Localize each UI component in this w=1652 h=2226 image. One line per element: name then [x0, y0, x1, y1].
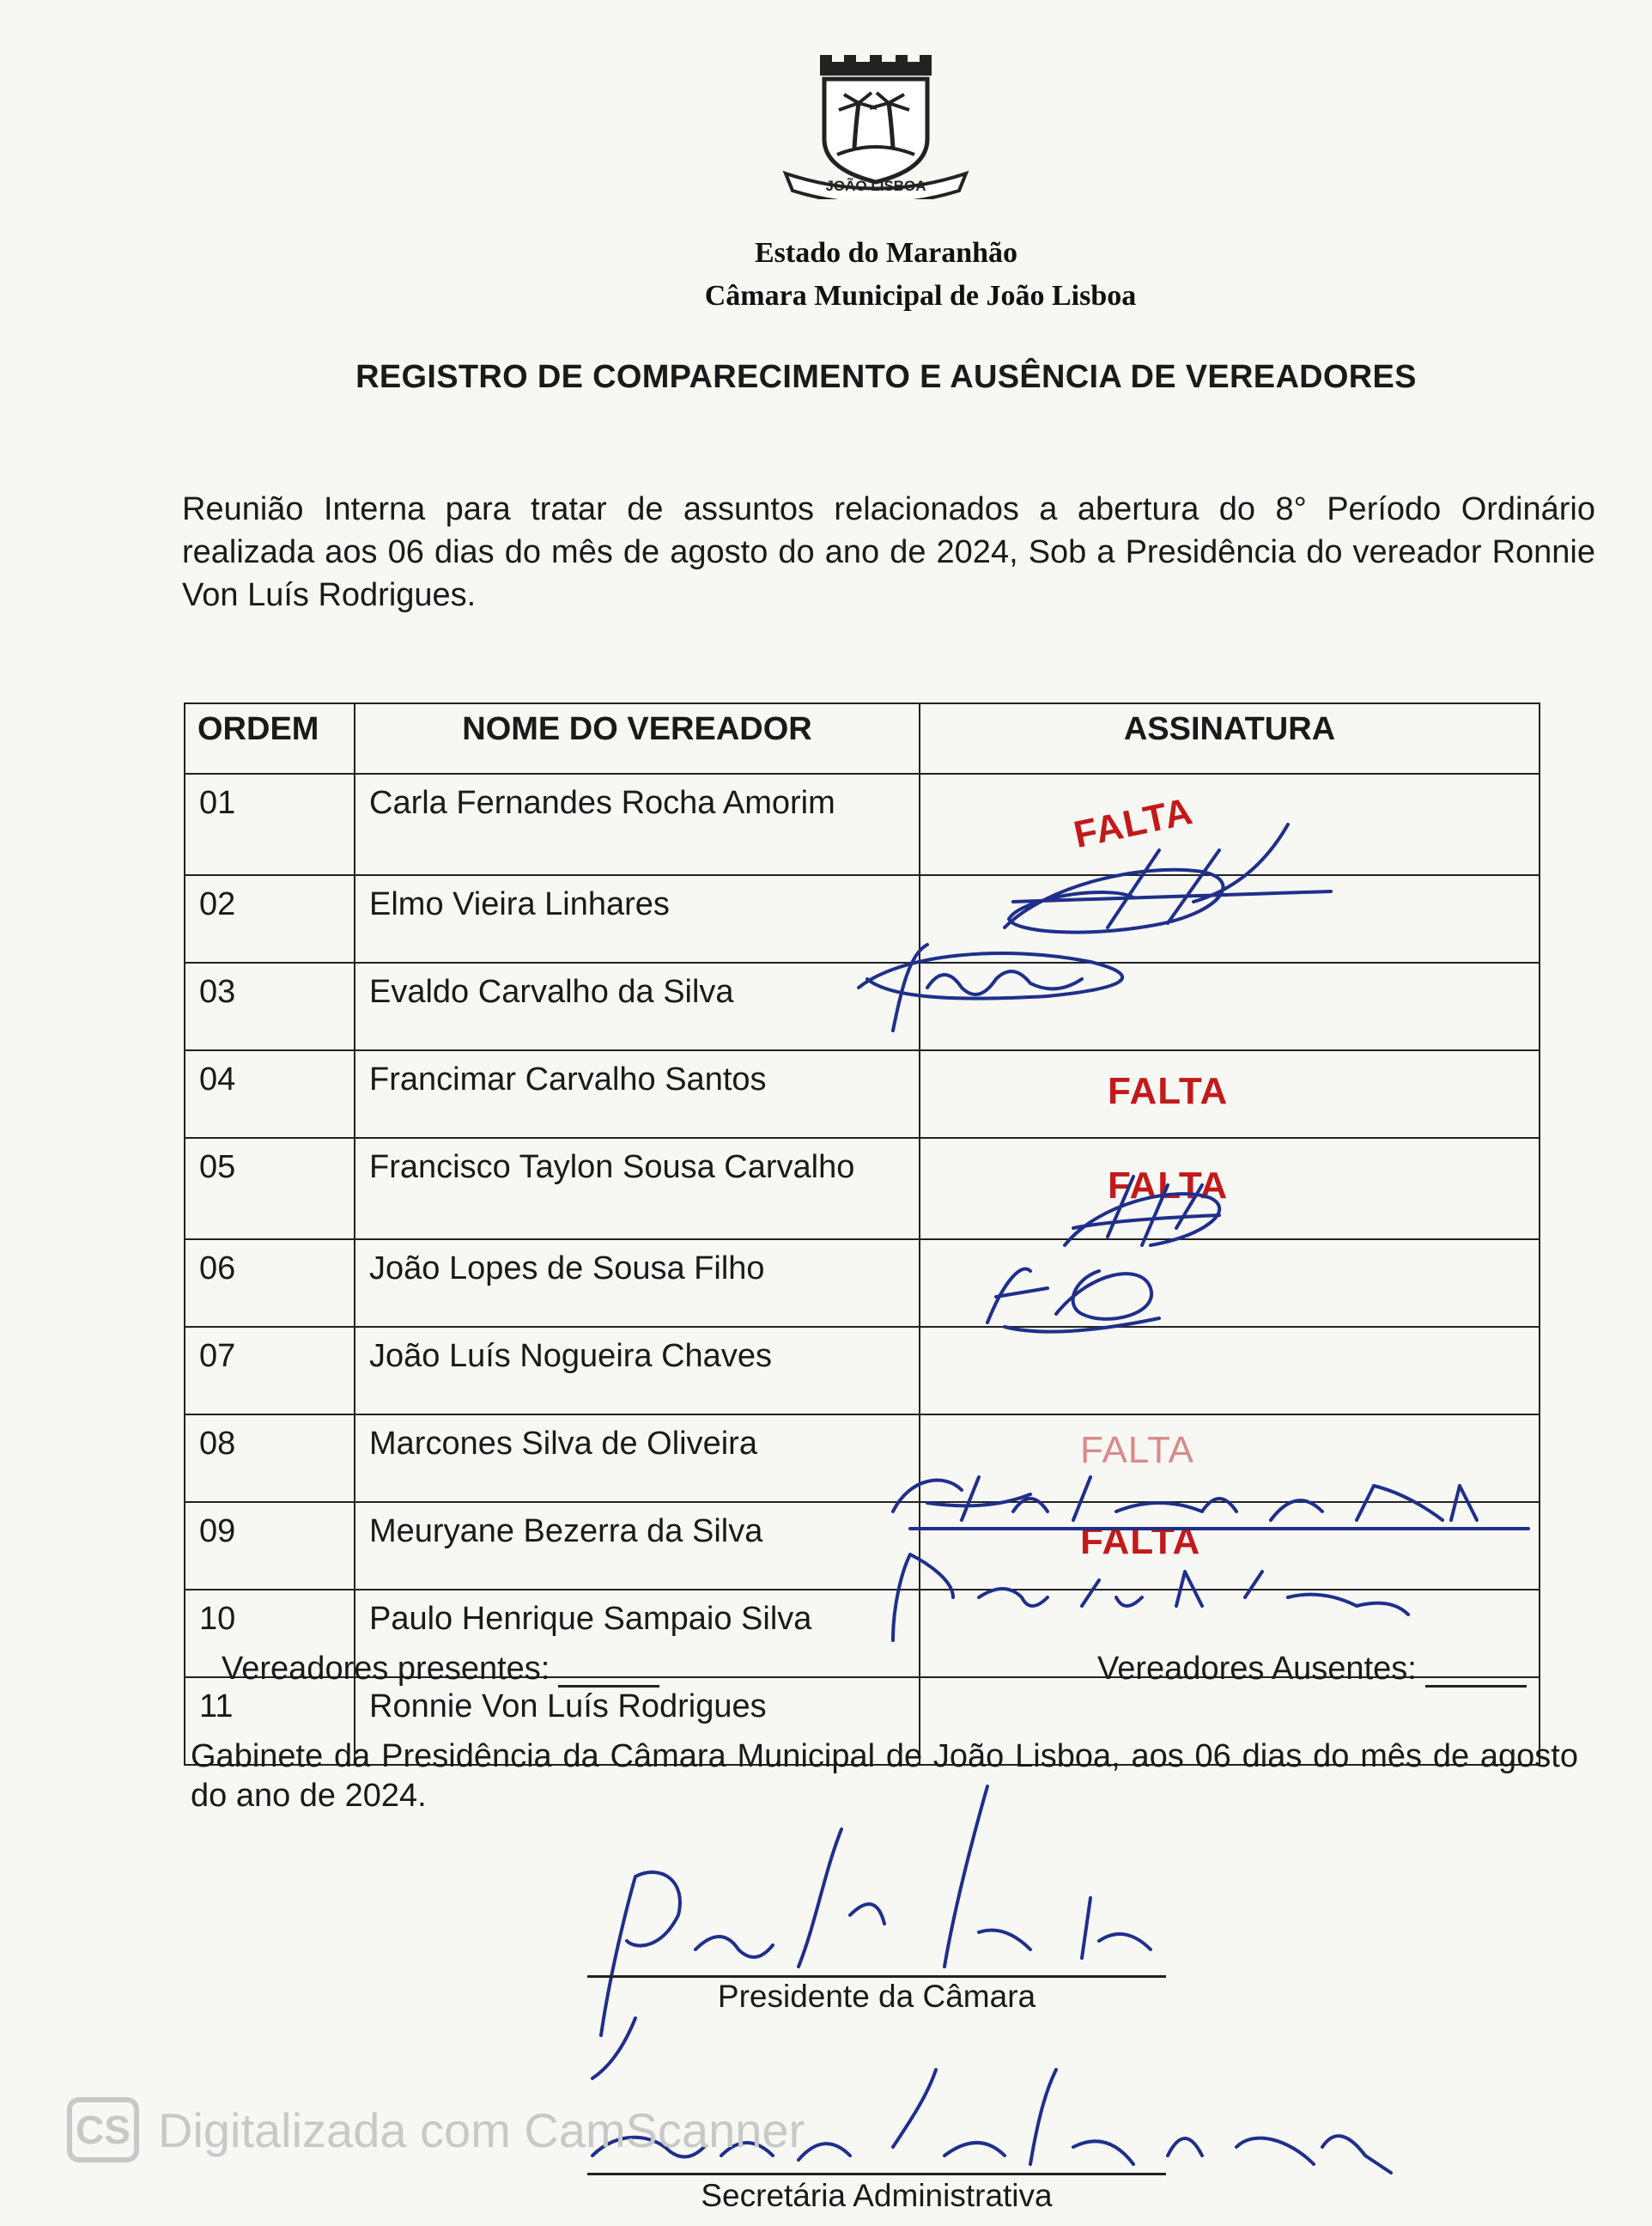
- falta-stamp: FALTA: [1108, 1070, 1229, 1112]
- document-title: REGISTRO DE COMPARECIMENTO E AUSÊNCIA DE VEREADORES: [355, 359, 1417, 395]
- falta-stamp: FALTA: [1070, 789, 1197, 857]
- row-name: Elmo Vieira Linhares: [355, 875, 920, 963]
- camscanner-logo-icon: CS: [67, 2097, 139, 2162]
- president-label: Presidente da Câmara: [717, 1979, 1036, 2014]
- falta-stamp: FALTA: [1080, 1429, 1194, 1471]
- row-order: 02: [185, 875, 355, 963]
- absent-label: Vereadores Ausentes:: [1097, 1651, 1417, 1687]
- secretary-label: Secretária Administrativa: [701, 2178, 1053, 2213]
- header-chamber: Câmara Municipal de João Lisboa: [704, 280, 1137, 312]
- row-name: Paulo Henrique Sampaio Silva: [355, 1590, 920, 1677]
- header-state: Estado do Maranhão: [754, 237, 1018, 269]
- row-order: 03: [185, 963, 355, 1050]
- falta-stamp: FALTA: [1108, 1165, 1229, 1207]
- row-name: Ronnie Von Luís Rodrigues: [355, 1677, 920, 1765]
- row-name: Meuryane Bezerra da Silva: [355, 1502, 920, 1590]
- present-label: Vereadores presentes:: [222, 1651, 550, 1687]
- closing-paragraph: Gabinete da Presidência da Câmara Municipal de João Lisboa, aos 06 dias do mês de agosto do ano de 2024.: [191, 1738, 1578, 1814]
- row-name: João Lopes de Sousa Filho: [355, 1239, 920, 1327]
- row-order: 10: [185, 1590, 355, 1677]
- header-order: ORDEM: [185, 703, 355, 774]
- row-name: Francisco Taylon Sousa Carvalho: [355, 1138, 920, 1239]
- row-order: 04: [185, 1050, 355, 1138]
- row-name: Francimar Carvalho Santos: [355, 1050, 920, 1138]
- row-order: 05: [185, 1138, 355, 1239]
- falta-stamp: FALTA: [1080, 1520, 1201, 1562]
- header-name: NOME DO VEREADOR: [355, 703, 920, 774]
- row-name: João Luís Nogueira Chaves: [355, 1327, 920, 1414]
- row-name: Marcones Silva de Oliveira: [355, 1414, 920, 1502]
- secretary-signature-line: [587, 2173, 1166, 2175]
- intro-paragraph: Reunião Interna para tratar de assuntos relacionados a abertura do 8° Período Ordinário realizada aos 06 dias do mês de agosto do ano de 2024, Sob a Presidência do vereador Ronnie Von Luís Rodrigues.: [182, 491, 1595, 613]
- row-order: 11: [185, 1677, 355, 1765]
- row-order: 08: [185, 1414, 355, 1502]
- row-order: 06: [185, 1239, 355, 1327]
- row-name: Carla Fernandes Rocha Amorim: [355, 774, 920, 875]
- header-signature: ASSINATURA: [920, 703, 1540, 774]
- row-order: 01: [185, 774, 355, 875]
- row-order: 07: [185, 1327, 355, 1414]
- watermark-text: Digitalizada com CamScanner: [158, 2102, 805, 2157]
- camscanner-watermark: [67, 2097, 805, 2162]
- row-order: 09: [185, 1502, 355, 1590]
- row-name: Evaldo Carvalho da Silva: [355, 963, 920, 1050]
- emblem-text: JOÃO LISBOA: [825, 178, 926, 194]
